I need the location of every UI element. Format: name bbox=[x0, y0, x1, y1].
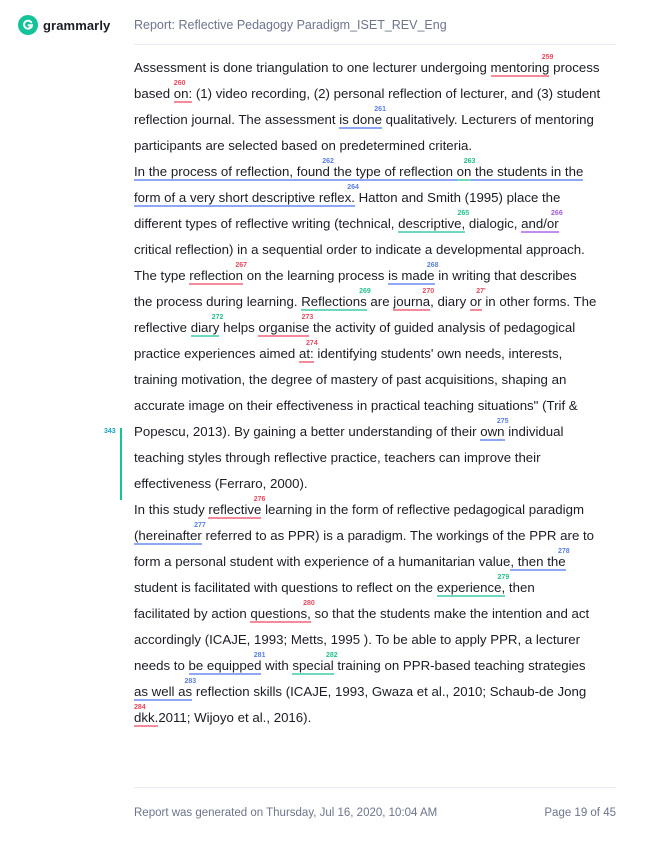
text-line bbox=[134, 653, 614, 679]
suggestion-mark[interactable]: or 27' bbox=[469, 288, 486, 309]
text-run: Assessment is done triangulation to one lecturer undergoing bbox=[134, 60, 491, 75]
text-line bbox=[134, 627, 614, 653]
footer-divider bbox=[134, 787, 616, 788]
suggestion-number: 265 bbox=[457, 210, 470, 217]
text-line bbox=[134, 471, 614, 497]
text-line bbox=[134, 185, 614, 211]
text-run: then bbox=[505, 580, 535, 595]
suggestion-mark[interactable]: experience, 279 bbox=[436, 574, 510, 595]
text-run: individual bbox=[504, 424, 564, 439]
text-line bbox=[134, 159, 614, 185]
suggestion-number: 267 bbox=[235, 262, 248, 269]
suggestion-number: 276 bbox=[253, 496, 266, 503]
suggestion-mark[interactable]: and/or 266 bbox=[521, 210, 563, 231]
report-header bbox=[0, 0, 650, 48]
suggestion-number: 283 bbox=[184, 678, 197, 685]
text-run: the activity of guided analysis of pedagogical bbox=[309, 320, 576, 335]
text-line bbox=[134, 575, 614, 601]
text-run: In this study bbox=[134, 502, 209, 517]
suggestion-mark[interactable]: questions, 280 bbox=[250, 600, 315, 621]
text-line bbox=[134, 445, 614, 471]
suggestion-number: 278 bbox=[557, 548, 570, 555]
suggestion-mark[interactable]: Reflections 269 bbox=[301, 288, 371, 309]
text-run: with bbox=[261, 658, 293, 673]
suggestion-number: 260 bbox=[173, 80, 186, 87]
text-run: referred to as PPR) is a paradigm. The workings of the PPR are to bbox=[201, 528, 595, 543]
suggestion-mark[interactable]: on 263 bbox=[456, 158, 476, 179]
text-run: critical reflection) in a sequential order to indicate a developmental approach. bbox=[134, 242, 585, 257]
suggestion-number: 261 bbox=[374, 106, 386, 113]
text-run: reflective bbox=[134, 320, 191, 335]
suggestion-number: 262 bbox=[322, 158, 334, 165]
suggestion-number: 259 bbox=[541, 54, 554, 61]
text-run: practice experiences aimed bbox=[134, 346, 299, 361]
suggestion-mark[interactable]: In the process of reflection, bbox=[134, 164, 297, 179]
suggestion-number: 268 bbox=[426, 262, 439, 269]
suggestion-number: 270 bbox=[422, 288, 435, 295]
suggestion-mark[interactable]: on: 260 bbox=[173, 80, 193, 101]
text-run: are bbox=[366, 294, 394, 309]
header-divider bbox=[134, 44, 616, 45]
text-run: Hatton and Smith (1995) place the bbox=[354, 190, 561, 205]
suggestion-number: 264 bbox=[347, 184, 359, 191]
text-line bbox=[134, 705, 614, 731]
suggestion-number: 281 bbox=[253, 652, 266, 659]
text-line bbox=[134, 679, 614, 705]
text-line bbox=[134, 81, 614, 107]
suggestion-mark[interactable]: reflective 276 bbox=[208, 496, 266, 517]
text-line bbox=[134, 289, 614, 315]
text-line bbox=[134, 367, 614, 393]
text-run: learning in the form of reflective pedagogical paradigm bbox=[261, 502, 585, 517]
text-run: , diary bbox=[430, 294, 470, 309]
suggestion-mark[interactable]: form of a very short descriptive reflex. 264 bbox=[134, 184, 359, 205]
text-line bbox=[134, 263, 614, 289]
text-run: training motivation, the degree of mastery of past acquisitions, shaping an bbox=[134, 372, 567, 387]
text-run: process bbox=[549, 60, 600, 75]
text-run: training on PPR-based teaching strategies bbox=[333, 658, 586, 673]
text-line bbox=[134, 211, 614, 237]
text-line bbox=[134, 133, 614, 159]
suggestion-mark[interactable]: reflection 267 bbox=[189, 262, 248, 283]
suggestion-number: 269 bbox=[359, 288, 371, 295]
suggestion-number: 273 bbox=[301, 314, 314, 321]
logo-text: grammarly bbox=[43, 17, 111, 33]
text-run: facilitated by action bbox=[134, 606, 251, 621]
text-run: Popescu, 2013). By gaining a better understanding of their bbox=[134, 424, 481, 439]
text-line bbox=[134, 315, 614, 341]
text-line bbox=[134, 419, 614, 445]
suggestion-number: 279 bbox=[497, 574, 510, 581]
footer-page: Page 19 of 45 bbox=[544, 807, 616, 819]
text-run: teaching styles through reflective practice, teachers can improve their bbox=[134, 450, 541, 465]
text-run: reflection skills (ICAJE, 1993, Gwaza et al., 2010; Schaub-de Jong bbox=[192, 684, 587, 699]
text-run: based bbox=[134, 86, 174, 101]
text-run: dialogic, bbox=[465, 216, 522, 231]
suggestion-number: 263 bbox=[463, 158, 476, 165]
suggestion-mark[interactable]: (hereinafter 277 bbox=[134, 522, 206, 543]
suggestion-number: 27' bbox=[476, 288, 486, 295]
suggestion-mark[interactable]: dkk. 284 bbox=[134, 704, 159, 725]
suggestion-mark[interactable]: be equipped 281 bbox=[188, 652, 266, 673]
suggestion-mark[interactable]: is made 268 bbox=[388, 262, 439, 283]
text-run: in other forms. The bbox=[481, 294, 597, 309]
suggestion-mark[interactable]: special 282 bbox=[292, 652, 338, 673]
suggestion-mark[interactable]: descriptive, 265 bbox=[398, 210, 470, 231]
suggestion-mark[interactable]: is done 261 bbox=[339, 106, 386, 127]
text-run: helps bbox=[219, 320, 259, 335]
text-run: 2011; Wijoyo et al., 2016). bbox=[158, 710, 312, 725]
text-run: needs to bbox=[134, 658, 189, 673]
suggestion-mark[interactable]: diary 272 bbox=[190, 314, 224, 335]
side-marker-number: 343 bbox=[104, 428, 116, 435]
suggestion-number: 275 bbox=[496, 418, 509, 425]
text-run: so that the students make the intention and act bbox=[310, 606, 590, 621]
suggestion-mark[interactable]: as well as 283 bbox=[134, 678, 197, 699]
suggestion-mark[interactable]: the type of reflection bbox=[329, 164, 457, 179]
text-run: on the learning process bbox=[243, 268, 389, 283]
text-line bbox=[134, 55, 614, 81]
text-run: qualitatively. Lecturers of mentoring bbox=[381, 112, 594, 127]
text-run: (1) video recording, (2) personal reflection of lecturer, and (3) student bbox=[192, 86, 601, 101]
report-body bbox=[134, 55, 614, 731]
report-title: Report: Reflective Pedagogy Paradigm_ISET_REV_Eng bbox=[134, 18, 447, 32]
text-run: different types of reflective writing (technical, bbox=[134, 216, 399, 231]
text-run: accurate image on their effectiveness in practical teaching situations" (Trif & bbox=[134, 398, 578, 413]
suggestion-number: 282 bbox=[325, 652, 338, 659]
suggestion-mark[interactable]: journa 270 bbox=[393, 288, 435, 309]
text-line bbox=[134, 523, 614, 549]
suggestion-number: 266 bbox=[551, 210, 563, 217]
text-line bbox=[134, 549, 614, 575]
suggestion-number: 272 bbox=[211, 314, 224, 321]
grammarly-g-icon bbox=[18, 15, 38, 35]
text-run: The type bbox=[134, 268, 190, 283]
text-run: reflection journal. The assessment bbox=[134, 112, 340, 127]
text-line bbox=[134, 341, 614, 367]
text-run: identifying students' own needs, interests, bbox=[313, 346, 563, 361]
text-run: accordingly (ICAJE, 1993; Metts, 1995 ). To be able to apply PPR, a lecturer bbox=[134, 632, 581, 647]
text-run: participants are selected based on predetermined criteria. bbox=[134, 138, 473, 153]
suggestion-number: 277 bbox=[194, 522, 206, 529]
text-run: effectiveness (Ferraro, 2000). bbox=[134, 476, 308, 491]
suggestion-number: 280 bbox=[303, 600, 315, 607]
suggestion-mark[interactable]: at: 274 bbox=[298, 340, 318, 361]
text-run: in writing that describes bbox=[434, 268, 577, 283]
text-run: form a personal student with experience of a humanitarian value bbox=[134, 554, 511, 569]
text-line bbox=[134, 497, 614, 523]
suggestion-number: 274 bbox=[306, 340, 318, 347]
text-line bbox=[134, 237, 614, 263]
suggestion-number: 284 bbox=[134, 704, 146, 711]
text-line bbox=[134, 107, 614, 133]
suggestion-mark[interactable]: mentoring 259 bbox=[490, 54, 554, 75]
footer-generated: Report was generated on Thursday, Jul 16, 2020, 10:04 AM bbox=[134, 807, 438, 819]
suggestion-mark[interactable]: found 262 bbox=[296, 158, 334, 179]
side-marker-bar bbox=[120, 428, 122, 500]
text-line bbox=[134, 393, 614, 419]
grammarly-logo bbox=[18, 15, 110, 35]
suggestion-mark[interactable]: organise 273 bbox=[258, 314, 314, 335]
text-run: student is facilitated with questions to reflect on the bbox=[134, 580, 437, 595]
suggestion-mark[interactable]: the students in the bbox=[471, 164, 584, 179]
text-run: the process during learning. bbox=[134, 294, 302, 309]
text-line bbox=[134, 601, 614, 627]
suggestion-mark[interactable]: own 275 bbox=[480, 418, 509, 439]
suggestion-mark[interactable]: , then the 278 bbox=[510, 548, 570, 569]
